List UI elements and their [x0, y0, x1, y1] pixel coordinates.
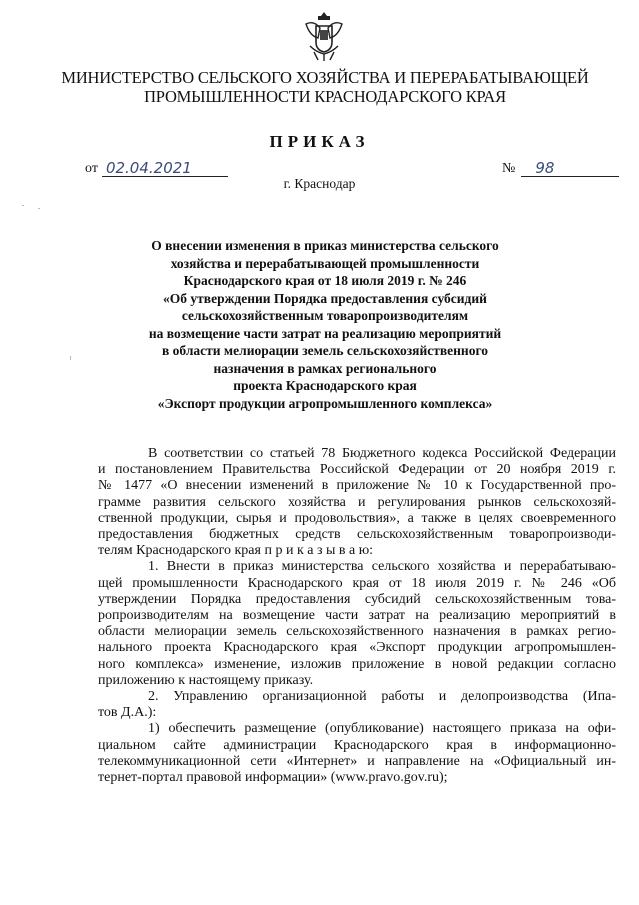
body-line: циальном сайте администрации Краснодарского края в информационно-: [98, 737, 616, 753]
title-line: назначения в рамках регионального: [213, 360, 437, 376]
body-line: области мелиорации земель сельскохозяйственного назначения в рамках регио-: [98, 624, 616, 640]
body-line: предоставления бюджетных средств сельскохозяйственным товаропроизводи-: [98, 527, 616, 543]
body-line: щей промышленности Краснодарского края от 18 июля 2019 г. № 246 «Об: [98, 575, 616, 591]
city: г. Краснодар: [283, 176, 356, 191]
number-value: 98: [521, 160, 619, 177]
number-label: №: [502, 161, 516, 176]
date-field: [85, 160, 228, 177]
body-line: телекоммуникационной сети «Интернет» и направление на «Официальный ин-: [98, 753, 616, 769]
body-line: тов Д.А.):: [98, 705, 157, 721]
title-line: «Об утверждении Порядка предоставления субсидий: [163, 290, 487, 306]
number-field: [502, 160, 619, 177]
order-title: [110, 237, 540, 412]
coat-of-arms-emblem: [302, 10, 346, 62]
body-line: ропроизводителям на возмещение части затрат на реализацию мероприятий в: [98, 608, 616, 624]
body-line: и постановлением Правительства Российской Федерации от 20 ноября 2019 г.: [98, 462, 616, 478]
body-line: 1. Внести в приказ министерства сельского хозяйства и перерабатываю-: [148, 559, 616, 575]
body-line: ного комплекса» изменение, изложив приложение в новой редакции согласно: [98, 656, 616, 672]
body-line: ственной продукции, сырья и продовольствия», а также в целях своевременного: [98, 510, 616, 526]
ministry-name: [40, 68, 610, 106]
body-line: 2. Управлению организационной работы и делопроизводства (Ипа-: [148, 689, 616, 705]
title-line: хозяйства и перерабатывающей промышленности: [170, 255, 480, 271]
body-line: нального проекта Краснодарского края «Экспорт продукции агропромышлен-: [98, 640, 616, 656]
body-line: телям Краснодарского края п р и к а з ы в а ю:: [98, 543, 374, 559]
title-line: в области мелиорации земель сельскохозяйственного: [162, 343, 488, 358]
title-line: проекта Краснодарского края: [233, 378, 417, 393]
scan-speck: [38, 208, 40, 209]
date-label: от: [85, 161, 98, 176]
body-line: № 1477 «О внесении изменений в приложение № 10 к Государственной про-: [98, 478, 616, 494]
scan-speck: [70, 356, 71, 360]
order-body: [98, 446, 616, 786]
body-line: В соответствии со статьей 78 Бюджетного кодекса Российской Федерации: [148, 446, 616, 461]
body-line: тернет-портал правовой информации» (www.pravo.gov.ru);: [98, 770, 448, 786]
document-type: ПРИКАЗ: [269, 132, 370, 151]
scan-speck: [22, 205, 24, 206]
body-line: грамме развития сельского хозяйства и регулирования рынков сельскохозяй-: [98, 494, 616, 510]
body-line: приложению к настоящему приказу.: [98, 672, 314, 688]
ministry-name-line: МИНИСТЕРСТВО СЕЛЬСКОГО ХОЗЯЙСТВА И ПЕРЕРАБАТЫВАЮЩЕЙ: [61, 68, 589, 87]
body-line: 1) обеспечить размещение (опубликование) настоящего приказа на офи-: [148, 721, 616, 737]
title-line: сельскохозяйственным товаропроизводителям: [181, 308, 469, 323]
title-line: О внесении изменения в приказ министерства сельского: [151, 238, 499, 253]
title-line: Краснодарского края от 18 июля 2019 г. № 246: [183, 273, 467, 288]
ministry-name-line: ПРОМЫШЛЕННОСТИ КРАСНОДАРСКОГО КРАЯ: [144, 87, 506, 106]
date-value: 02.04.2021: [102, 160, 228, 177]
body-line: утверждении Порядка предоставления субсидий сельскохозяйственным това-: [98, 591, 616, 607]
title-line: «Экспорт продукции агропромышленного комплекса»: [157, 395, 493, 411]
title-line: на возмещение части затрат на реализацию мероприятий: [148, 325, 502, 341]
